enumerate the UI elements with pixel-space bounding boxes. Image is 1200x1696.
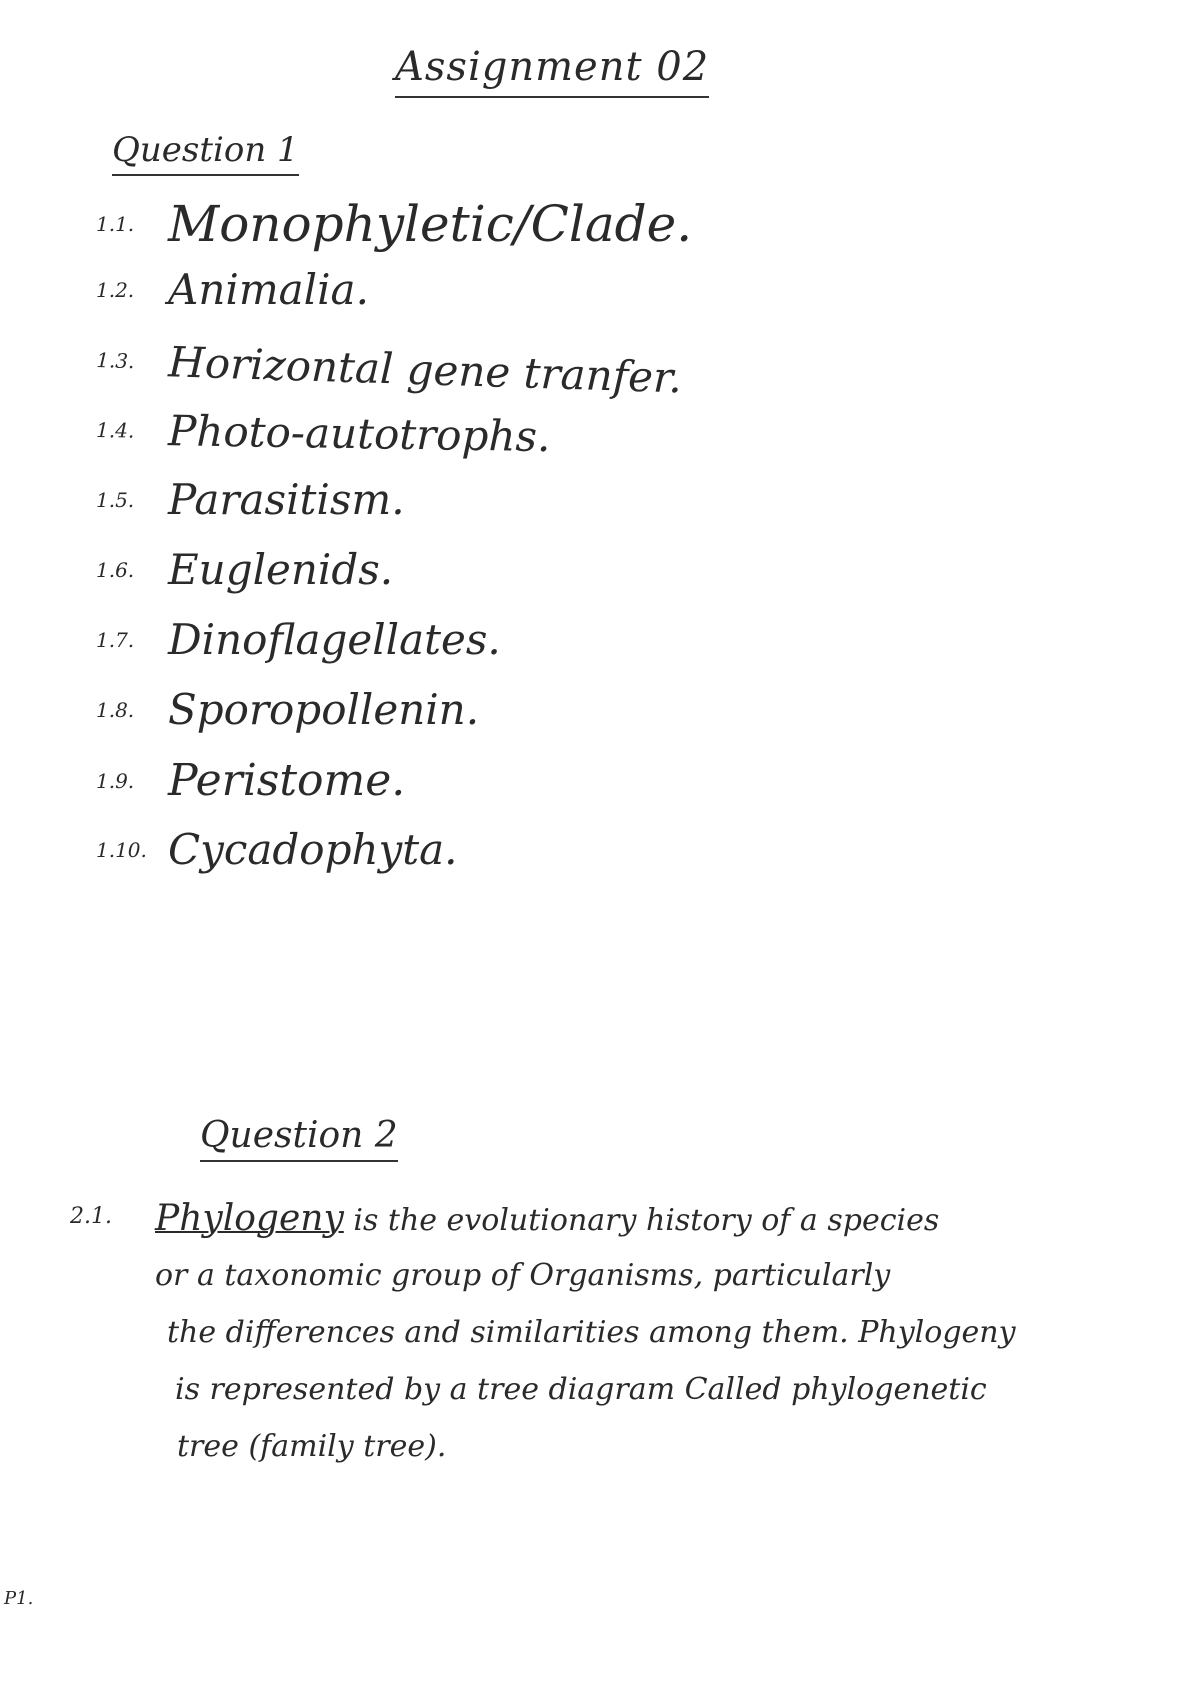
answer-text: Animalia. <box>168 265 369 314</box>
answer-text: Peristome. <box>168 755 406 806</box>
answer-number: 1.6. <box>96 557 135 582</box>
answer-text: Parasitism. <box>168 475 405 524</box>
answer-line: the differences and similarities among them. Phylogeny <box>167 1315 1016 1350</box>
answer-number: 1.1. <box>96 212 135 236</box>
answer-item <box>95 405 692 484</box>
answer-number: 1.9. <box>96 768 135 793</box>
answer-item <box>96 615 692 685</box>
answer-line: or a taxonomic group of Organisms, particularly <box>155 1258 891 1293</box>
answer-text: Sporopollenin. <box>168 685 480 734</box>
question-1-heading: Question 1 <box>112 130 299 176</box>
answer-paragraph <box>155 1190 1140 1475</box>
answer-line: tree (family tree). <box>177 1429 447 1464</box>
answer-item <box>96 195 692 265</box>
answer-item <box>96 755 692 825</box>
answer-item <box>96 685 692 755</box>
question-2-answer <box>70 1190 1140 1475</box>
page-margin-mark: P1. <box>4 1588 34 1609</box>
answer-number: 1.4. <box>95 417 135 443</box>
answer-text: Dinoflagellates. <box>168 615 501 664</box>
answer-text: Euglenids. <box>168 545 394 594</box>
question-1-answer-list <box>96 195 692 895</box>
answer-number: 1.8. <box>96 697 135 722</box>
question-2-heading: Question 2 <box>200 1115 398 1162</box>
answer-item <box>96 545 692 615</box>
answer-text: Photo-autotrophs. <box>167 406 551 462</box>
answer-line: is represented by a tree diagram Called phylogenetic <box>175 1372 987 1407</box>
answer-number: 2.1. <box>70 1204 112 1229</box>
answer-number: 1.2. <box>96 277 135 302</box>
answer-number: 1.5. <box>96 487 135 512</box>
answer-item <box>96 475 692 545</box>
answer-text: Cycadophyta. <box>168 825 458 874</box>
answer-text: Horizontal gene tranfer. <box>167 337 683 403</box>
key-term: Phylogeny <box>155 1198 344 1239</box>
answer-number: 1.7. <box>96 627 135 652</box>
answer-number: 1.3. <box>95 347 135 373</box>
answer-item <box>96 825 692 895</box>
answer-line <box>155 1190 1140 1247</box>
assignment-title: Assignment 02 <box>395 44 709 98</box>
answer-line-text: is the evolutionary history of a species <box>353 1203 940 1238</box>
answer-number: 1.10. <box>96 837 147 862</box>
answer-item <box>96 265 692 335</box>
answer-text: Monophyletic/Clade. <box>168 195 693 253</box>
